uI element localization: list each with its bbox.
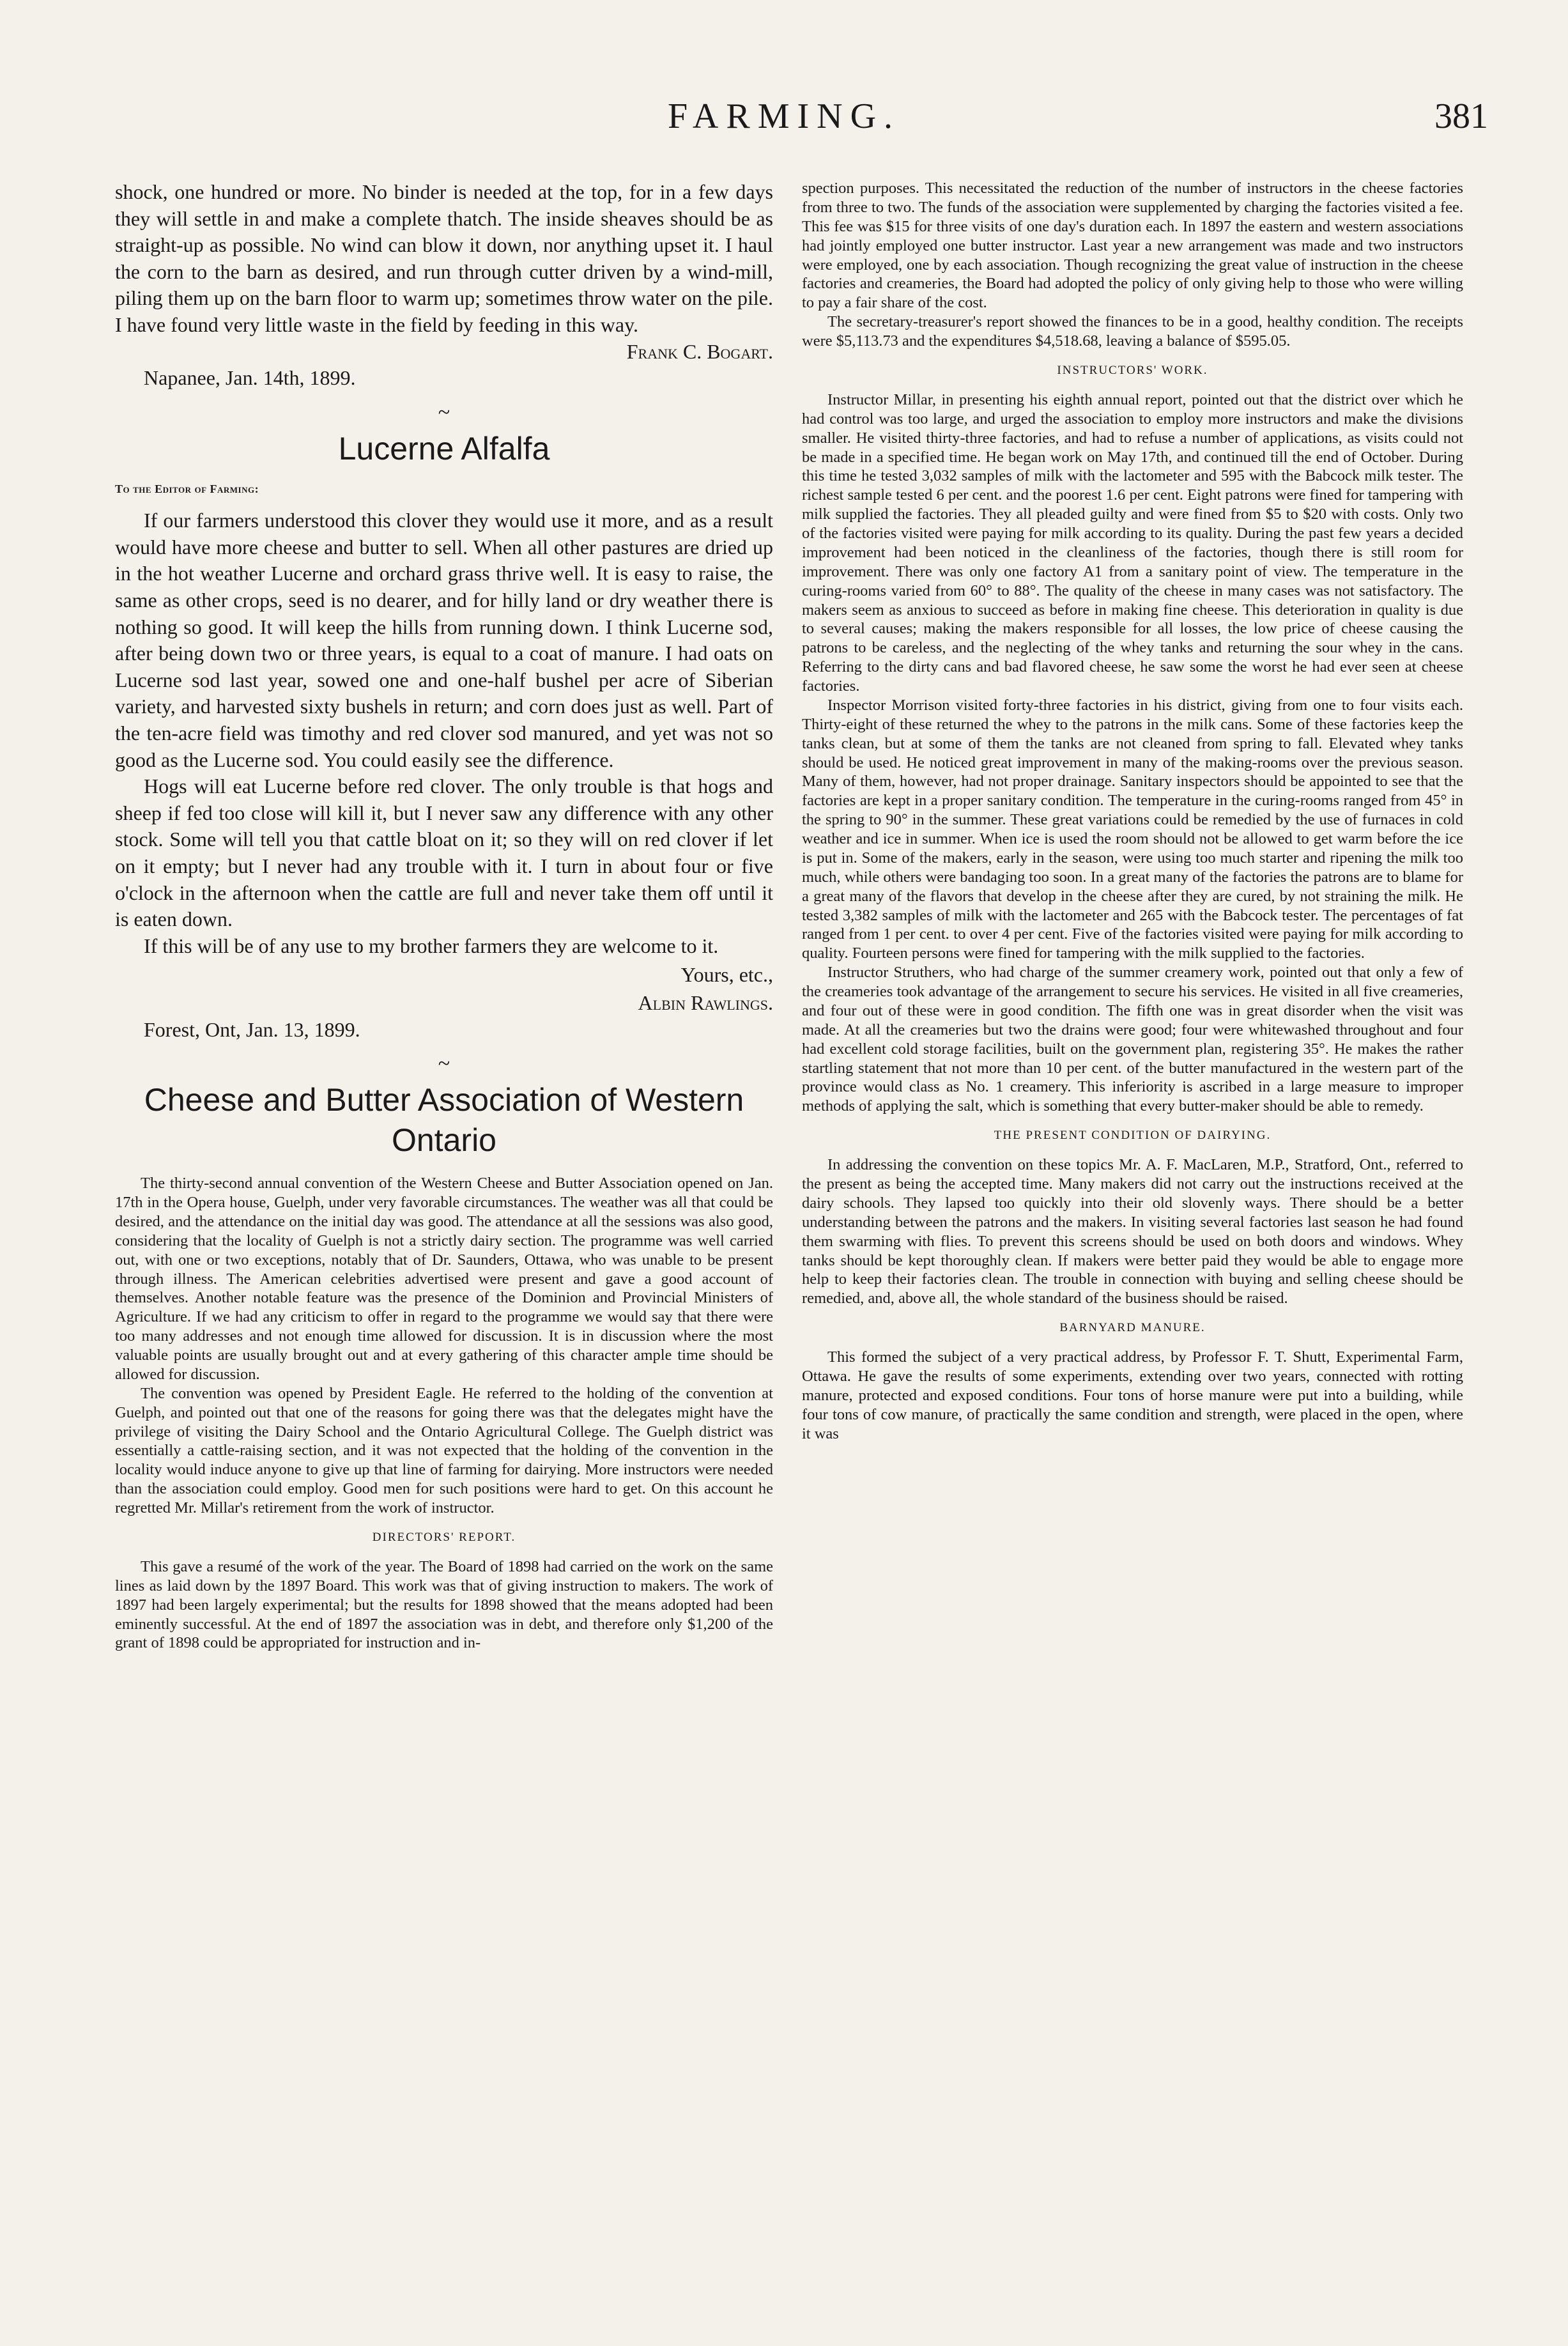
article-cheese-butter [115, 1080, 773, 1653]
page-number: 381 [1434, 96, 1488, 136]
dateline: Napanee, Jan. 14th, 1899. [144, 366, 356, 390]
page-header [0, 96, 1568, 147]
paragraph: Instructor Struthers, who had charge of the summer creamery work, pointed out that only a few of the creameries took advantage of the arrangement to secure his services. He visited in all five creameries, and four out of these were in good condition. The fifth one was in great disorder when the visit was made. At all the creameries but two the drains were good; four were whitewashed throughout and four had excellent cold storage facilities, built on the government plan, registering 35°. He makes the rather startling statement that not more than 10 per cent. of the butter manufactured in the western part of the province would class as No. 1 creamery. This inferiority is ascribed in a large measure to improper methods of applying the salt, which is something that every butter-maker should be able to remedy. [802, 964, 1463, 1115]
closing: Yours, etc., [680, 963, 773, 987]
running-head: FARMING. [667, 96, 901, 136]
paragraph: spection purposes. This necessitated the reduction of the number of instructors in the cheese factories from three to two. The funds of the association were supplemented by charging the factories visited a fee. This fee was $15 for three visits of one day's duration each. In 1897 the eastern and western associations had jointly employed one butter instructor. Last year a new arrangement was made and two instructors were employed, one by each association. Though recognizing the great value of instruction in the cheese factories and creameries, the Board had adopted the policy of only giving help to those who were willing to pay a fair share of the cost. [802, 180, 1463, 312]
section-heading: DIRECTORS' REPORT. [372, 1530, 516, 1544]
paragraph: Instructor Millar, in presenting his eighth annual report, pointed out that the district over which he had control was too large, and urged the association to employ more instructors and make the divisions smaller. He visited thirty-three factories, and had to refuse a number of applications, as visits could not be made in a specified time. He began work on May 17th, and continued till the end of October. During this time he tested 3,032 samples of milk with the lactometer and 595 with the Babcock milk tester. The richest sample tested 6 per cent. and the poorest 1.6 per cent. Eight patrons were fined for tampering with milk supplied the factories. They all pleaded guilty and were fined from $5 to $20 with costs. Only two of the factories visited were paying for milk according to its quality. During the past few years a decided improvement had been noticed in the cleanliness of the factories, though there is still room for improvement. There was only one factory A1 from a sanitary point of view. The temperature in the curing-rooms varied from 60° to 88°. The quality of the cheese in many cases was not satisfactory. The makers seem as anxious to succeed as before in making fine cheese. This deterioration in quality is due to several causes; making the makers responsible for all losses, the low price of cheese causing the patrons to be careless, and the neglecting of the whey tanks and returning the sour whey in the cans. Referring to the dirty cans and bad flavored cheese, he saw some the worst he had ever seen at cheese factories. [802, 390, 1463, 695]
paragraph: The thirty-second annual convention of the Western Cheese and Butter Association opened on Jan. 17th in the Opera house, Guelph, under very favorable circumstances. The weather was all that could be desired, and the attendance on the initial day was good. The attendance at all the sessions was also good, considering that the locality of Guelph is not a strictly dairy section. The programme was well carried out, with one or two exceptions, notably that of Dr. Saunders, Ottawa, who was unable to be present through illness. The American celebrities advertised were present and gave a good account of themselves. Another notable feature was the presence of the Dominion and Provincial Ministers of Agriculture. If we had any criticism to offer in regard to the programme we would say that there were too many addresses and not enough time allowed for discussion. It is in discussion where the most valuable points are usually brought out and at every gathering of this character ample time should be allowed for discussion. [115, 1175, 773, 1383]
paragraph: This formed the subject of a very practical address, by Professor F. T. Shutt, Experimental Farm, Ottawa. He gave the results of some experiments, extending over two years, connected with rotting manure, protected and exposed conditions. Four tons of horse manure were put into a building, while four tons of cow manure, of practically the same condition and strength, were placed in the open, where it was [802, 1348, 1463, 1442]
section-heading: INSTRUCTORS' WORK. [1057, 363, 1208, 377]
paragraph: shock, one hundred or more. No binder is needed at the top, for in a few days they will settle in and make a complete thatch. The inside sheaves should be as straight-up as possible. No wind can blow it down, nor anything upset it. I haul the corn to the barn as desired, and run through cutter driven by a wind-mill, piling them up on the barn floor to warm up; sometimes throw water on the pile. I have found very little waste in the field by feeding in this way. [115, 180, 773, 336]
continued-article [115, 179, 773, 392]
ornament-divider: ~ [438, 1052, 450, 1076]
paragraph: The secretary-treasurer's report showed the finances to be in a good, healthy condition. The receipts were $5,113.73 and the expenditures $4,518.68, leaving a balance of $595.05. [802, 313, 1463, 350]
paragraph: If this will be of any use to my brother farmers they are welcome to it. [144, 934, 719, 957]
dateline: Forest, Ont, Jan. 13, 1899. [144, 1017, 360, 1041]
section-heading: BARNYARD MANURE. [1059, 1321, 1206, 1335]
paragraph: If our farmers understood this clover they would use it more, and as a result would have more cheese and butter to sell. When all other pastures are dried up in the hot weather Lucerne and orchard grass thrive well. It is easy to raise, the same as other crops, seed is no dearer, and for hilly land or dry weather there is nothing so good. It will keep the hills from running down. I think Lucerne sod, after being down two or three years, is equal to a coat of manure. I had oats on Lucerne sod last year, sowed one and one-half bushel per acre of Siberian variety, and harvested sixty bushels in return; and corn does just as well. Part of the ten-acre field was timothy and red clover sod manured, and yet was not so good as the Lucerne sod. You could easily see the difference. [115, 509, 773, 771]
paragraph: The convention was opened by President Eagle. He referred to the holding of the convention at Guelph, and pointed out that one of the reasons for going there was that the delegates might have the privilege of visiting the Dairy School and the Ontario Agricultural College. The Guelph district was essentially a cattle-raising section, and it was not expected that the holding of the convention in the locality would induce anyone to give up that line of farming for dairying. More instructors were needed than the association could employ. Good men for such positions were hard to get. On this account he regretted Mr. Millar's retirement from the work of instructor. [115, 1384, 773, 1516]
ornament-divider: ~ [438, 400, 450, 424]
signature: Frank C. Bogart. [626, 339, 773, 363]
left-column [115, 179, 773, 2308]
paragraph: Inspector Morrison visited forty-three factories in his district, giving from one to four visits each. Thirty-eight of these returned the whey to the patrons in the milk cans. Some of these factories keep the tanks clean, but at some of them the tanks are not cleaned from spring to fall. Elevated whey tanks should be used. He noticed great improvement in many of the making-rooms over the previous season. Many of them, however, had not proper drainage. Sanitary inspectors should be appointed to see that the factories are kept in a proper sanitary condition. The temperature in the curing-rooms ranged from 45° in the spring to 90° in the summer. These great variations could be remedied by the use of furnaces in cold weather and ice in summer. When ice is used the room should not be allowed to get warm before the ice is put in. Some of the makers, early in the season, were using too much starter and ripening the milk too much, while others were bandaging too soon. In a great many of the factories the patrons are to blame for a great many of the flavors that develop in the cheese after they are cured, by not straining the milk. He tested 3,382 samples of milk with the lactometer and 265 with the Babcock tester. The percentages of fat ranged from 1 per cent. to over 4 per cent. Five of the factories visited were paying for milk according to quality. Fourteen persons were fined for tampering with the milk supplied to the factories. [802, 696, 1463, 962]
article-title: Lucerne Alfalfa [338, 430, 550, 467]
signature: Albin Rawlings. [638, 991, 773, 1014]
paragraph: In addressing the convention on these topics Mr. A. F. MacLaren, M.P., Stratford, Ont., referred to the present as being the accepted time. Many makers did not carry out the instructions received at the dairy schools. They lapsed too quickly into their old slovenly ways. There should be a better understanding between the patrons and the makers. In visiting several factories last season he had found them swarming with flies. To prevent this screens should be used on both doors and windows. Whey tanks should be kept thoroughly clean. If makers were better paid they would be able to engage more help to keep their factories clean. The trouble in connection with buying and selling cheese should be remedied, and, above all, the whole standard of the business should be raised. [802, 1156, 1463, 1308]
section-heading: THE PRESENT CONDITION OF DAIRYING. [994, 1129, 1272, 1143]
paragraph: This gave a resumé of the work of the year. The Board of 1898 had carried on the work on the same lines as laid down by the 1897 Board. This work was that of giving instruction to makers. The work of 1897 had been largely experimental; but the results for 1898 showed that the means adopted had been eminently successful. At the end of 1897 the association was in debt, and therefore only $1,200 of the grant of 1898 could be appropriated for instruction and in- [115, 1557, 773, 1652]
article-title: Cheese and Butter Association of Western Ontario [144, 1082, 744, 1158]
paragraph: Hogs will eat Lucerne before red clover. The only trouble is that hogs and sheep if fed too close will kill it, but I never saw any difference with any other stock. Some will tell you that cattle bloat on it; so they will on red clover if let on it empty; but I never had any trouble with it. I turn in about four or five o'clock in the afternoon when the cattle are full and never take them off until it is eaten down. [115, 775, 773, 931]
article-lucerne [115, 429, 773, 1043]
salutation: To the Editor of Farming: [115, 482, 259, 496]
right-column [802, 179, 1463, 2308]
